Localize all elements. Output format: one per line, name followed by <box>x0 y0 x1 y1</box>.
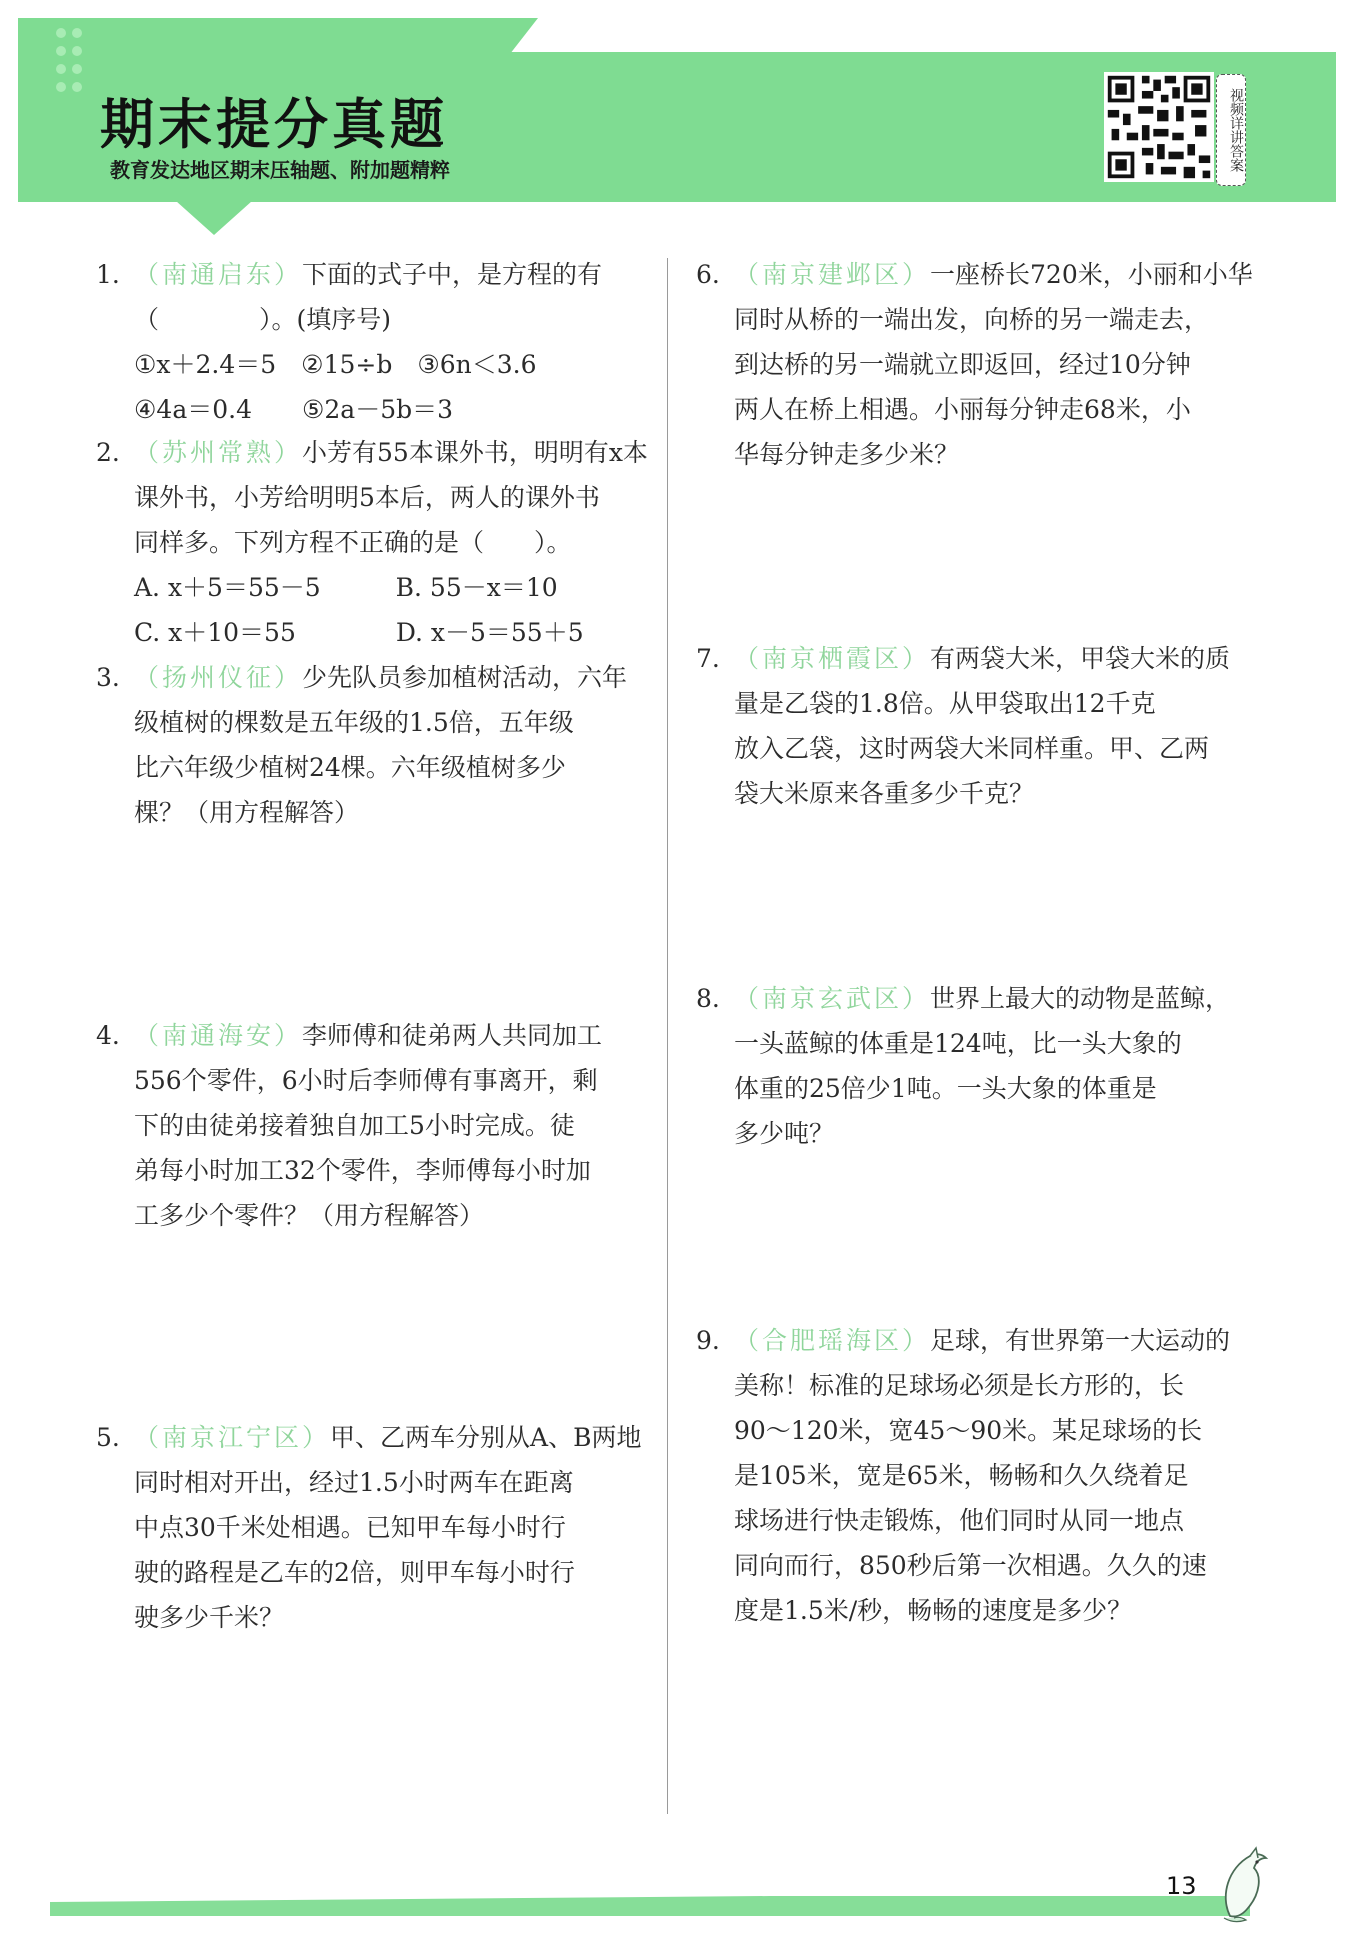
column-divider <box>667 258 668 1814</box>
question-source: （扬州仪征） <box>134 663 303 692</box>
question-source: （南京江宁区） <box>134 1423 331 1452</box>
question-text-line: 量是乙袋的1.8倍。从甲袋取出12千克 <box>734 689 1156 718</box>
question-number: 3. <box>96 663 120 692</box>
question-text-line: （ ）。(填序号) <box>134 305 392 334</box>
question-text-line: 棵？（用方程解答） <box>134 798 360 827</box>
question-source: （苏州常熟） <box>134 438 303 467</box>
question-source: （南通海安） <box>134 1021 303 1050</box>
question-text-line: 一头蓝鲸的体重是124吨，比一头大象的 <box>734 1029 1182 1058</box>
question-text-line: 同时从桥的一端出发，向桥的另一端走去， <box>734 305 1210 334</box>
question-3 <box>96 655 654 835</box>
question-text-line: 中点30千米处相遇。已知甲车每小时行 <box>134 1513 566 1542</box>
question-text-line: 少先队员参加植树活动，六年 <box>302 663 628 692</box>
option-line: C. x＋10＝55 D. x－5＝55＋5 <box>134 618 584 647</box>
question-source: （南京建邺区） <box>734 260 931 289</box>
question-number: 6. <box>696 260 720 289</box>
question-source: （南通启东） <box>134 260 303 289</box>
question-text-line: 有两袋大米，甲袋大米的质 <box>930 644 1231 673</box>
question-text-line: 同时相对开出，经过1.5小时两车在距离 <box>134 1468 574 1497</box>
question-text-line: 下面的式子中，是方程的有 <box>302 260 603 289</box>
question-text-line: 华每分钟走多少米？ <box>734 440 960 469</box>
question-text-line: 弟每小时加工32个零件，李师傅每小时加 <box>134 1156 591 1185</box>
question-number: 7. <box>696 644 720 673</box>
question-6 <box>696 252 1254 477</box>
page-title: 期末提分真题 <box>100 93 448 156</box>
question-text-line: ④4a＝0.4 ⑤2a－5b＝3 <box>134 395 454 424</box>
question-text-line: 小芳有55本课外书，明明有x本 <box>302 438 648 467</box>
question-number: 5. <box>96 1423 120 1452</box>
question-text-line: 工多少个零件？（用方程解答） <box>134 1201 485 1230</box>
page-subtitle: 教育发达地区期末压轴题、附加题精粹 <box>110 158 450 182</box>
question-number: 8. <box>696 984 720 1013</box>
page-number: 13 <box>1166 1872 1197 1900</box>
question-text-line: 课外书，小芳给明明5本后，两人的课外书 <box>134 483 600 512</box>
dolphin-icon <box>1210 1846 1280 1926</box>
question-text-line: 同向而行，850秒后第一次相遇。久久的速 <box>734 1551 1207 1580</box>
question-number: 1. <box>96 260 120 289</box>
footer-band <box>50 1896 1250 1916</box>
question-9 <box>696 1318 1254 1633</box>
question-text-line: ①x＋2.4＝5 ②15÷b ③6n＜3.6 <box>134 350 537 379</box>
question-text-line: 体重的25倍少1吨。一头大象的体重是 <box>734 1074 1157 1103</box>
question-text-line: 90～120米，宽45～90米。某足球场的长 <box>734 1416 1203 1445</box>
question-text-line: 足球，有世界第一大运动的 <box>930 1326 1231 1355</box>
question-number: 4. <box>96 1021 120 1050</box>
question-text-line: 两人在桥上相遇。小丽每分钟走68米，小 <box>734 395 1191 424</box>
question-text-line: 下的由徒弟接着独自加工5小时完成。徒 <box>134 1111 575 1140</box>
question-5 <box>96 1415 654 1640</box>
question-text-line: 556个零件，6小时后李师傅有事离开，剩 <box>134 1066 598 1095</box>
question-7 <box>696 636 1254 816</box>
question-text-line: 级植树的棵数是五年级的1.5倍，五年级 <box>134 708 574 737</box>
question-text-line: 李师傅和徒弟两人共同加工 <box>302 1021 603 1050</box>
qr-code-label: 视频详讲答案 <box>1216 74 1246 186</box>
question-text-line: 一座桥长720米，小丽和小华 <box>930 260 1253 289</box>
header-pointer <box>176 201 252 235</box>
question-text-line: 美称！标准的足球场必须是长方形的，长 <box>734 1371 1185 1400</box>
question-text-line: 到达桥的另一端就立即返回，经过10分钟 <box>734 350 1191 379</box>
question-text-line: 驶多少千米？ <box>134 1603 285 1632</box>
question-text-line: 球场进行快走锻炼，他们同时从同一地点 <box>734 1506 1185 1535</box>
question-text-line: 比六年级少植树24棵。六年级植树多少 <box>134 753 566 782</box>
question-1 <box>96 252 654 432</box>
question-8 <box>696 976 1254 1156</box>
question-number: 2. <box>96 438 120 467</box>
question-text-line: 是105米，宽是65米，畅畅和久久绕着足 <box>734 1461 1189 1490</box>
question-source: （南京栖霞区） <box>734 644 931 673</box>
qr-code-icon[interactable] <box>1104 72 1214 182</box>
question-number: 9. <box>696 1326 720 1355</box>
decorative-dots <box>56 28 96 98</box>
question-text-line: 驶的路程是乙车的2倍，则甲车每小时行 <box>134 1558 575 1587</box>
question-text-line: 袋大米原来各重多少千克？ <box>734 779 1035 808</box>
question-source: （合肥瑶海区） <box>734 1326 931 1355</box>
question-4 <box>96 1013 654 1238</box>
question-text-line: 放入乙袋，这时两袋大米同样重。甲、乙两 <box>734 734 1210 763</box>
question-text-line: 甲、乙两车分别从A、B两地 <box>330 1423 642 1452</box>
option-line: A. x＋5＝55－5 B. 55－x＝10 <box>134 573 558 602</box>
question-text-line: 世界上最大的动物是蓝鲸， <box>930 984 1231 1013</box>
question-2 <box>96 430 654 655</box>
question-source: （南京玄武区） <box>734 984 931 1013</box>
question-text-line: 多少吨？ <box>734 1119 835 1148</box>
question-text-line: 同样多。下列方程不正确的是（ ）。 <box>134 528 572 557</box>
question-text-line: 度是1.5米/秒，畅畅的速度是多少？ <box>734 1596 1133 1625</box>
